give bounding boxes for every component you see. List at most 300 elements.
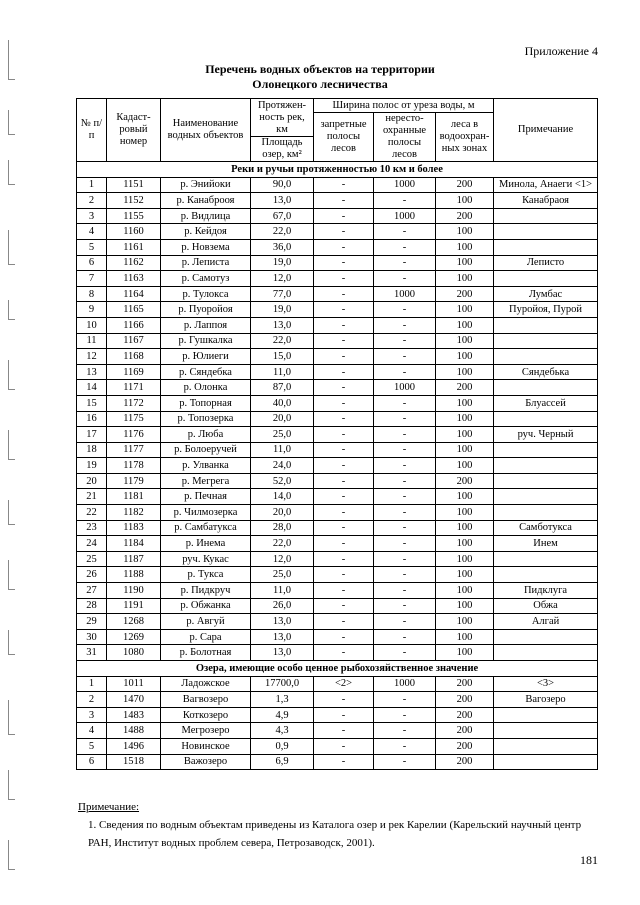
cell-num: 22	[77, 505, 107, 521]
table-row	[77, 505, 598, 521]
notes-block	[78, 798, 598, 852]
cell-note	[494, 271, 598, 287]
header-name: Наименование водных объектов	[161, 99, 251, 162]
cell-cadastral: 1152	[107, 193, 161, 209]
cell-name: р. Обжанка	[161, 598, 251, 614]
header-spawning: нересто-охранные полосы лесов	[374, 113, 436, 162]
cell-prohibited: -	[314, 193, 374, 209]
cell-name: р. Топозерка	[161, 411, 251, 427]
cell-prohibited: -	[314, 738, 374, 754]
cell-spawning: -	[374, 442, 436, 458]
cell-length: 4,9	[251, 707, 314, 723]
cell-cadastral: 1179	[107, 473, 161, 489]
cell-name: р. Леписта	[161, 255, 251, 271]
cell-num: 23	[77, 520, 107, 536]
cell-num: 1	[77, 676, 107, 692]
cell-spawning: -	[374, 395, 436, 411]
cell-num: 3	[77, 208, 107, 224]
cell-cadastral: 1175	[107, 411, 161, 427]
cell-length: 0,9	[251, 738, 314, 754]
cell-num: 7	[77, 271, 107, 287]
cell-name: р. Юлиеги	[161, 349, 251, 365]
header-num: № п/п	[77, 99, 107, 162]
section-lakes-title: Озера, имеющие особо ценное рыбохозяйственное значение	[77, 661, 598, 677]
cell-water-zone: 200	[436, 754, 494, 770]
cell-cadastral: 1011	[107, 676, 161, 692]
cell-note	[494, 442, 598, 458]
cell-length: 13,0	[251, 317, 314, 333]
cell-note: Вагозеро	[494, 692, 598, 708]
table-row	[77, 364, 598, 380]
cell-cadastral: 1488	[107, 723, 161, 739]
table-row	[77, 551, 598, 567]
table-row	[77, 754, 598, 770]
cell-note	[494, 349, 598, 365]
cell-note	[494, 723, 598, 739]
cell-water-zone: 200	[436, 208, 494, 224]
cell-water-zone: 100	[436, 629, 494, 645]
cell-note	[494, 707, 598, 723]
cell-name: р. Самотуз	[161, 271, 251, 287]
cell-spawning: -	[374, 473, 436, 489]
note-item-1: 1. Сведения по водным объектам приведены из Каталога озер и рек Карелии (Карельский научный центр РАН, Институт водных проблем севера, Петрозаводск, 2001).	[88, 819, 582, 849]
table-row	[77, 458, 598, 474]
cell-num: 27	[77, 583, 107, 599]
cell-prohibited: -	[314, 395, 374, 411]
cell-length: 77,0	[251, 286, 314, 302]
cell-length: 11,0	[251, 583, 314, 599]
cell-length: 12,0	[251, 271, 314, 287]
cell-spawning: -	[374, 255, 436, 271]
cell-cadastral: 1177	[107, 442, 161, 458]
cell-length: 12,0	[251, 551, 314, 567]
cell-length: 4,3	[251, 723, 314, 739]
cell-name: Ладожское	[161, 676, 251, 692]
cell-water-zone: 100	[436, 442, 494, 458]
cell-num: 1	[77, 177, 107, 193]
cell-length: 11,0	[251, 442, 314, 458]
cell-water-zone: 100	[436, 239, 494, 255]
cell-cadastral: 1165	[107, 302, 161, 318]
cell-spawning: 1000	[374, 177, 436, 193]
cell-num: 2	[77, 193, 107, 209]
cell-prohibited: -	[314, 442, 374, 458]
cell-name: р. Олонка	[161, 380, 251, 396]
cell-num: 5	[77, 738, 107, 754]
cell-spawning: -	[374, 489, 436, 505]
cell-name: Новинское	[161, 738, 251, 754]
cell-prohibited: -	[314, 317, 374, 333]
cell-spawning: -	[374, 271, 436, 287]
cell-prohibited: -	[314, 177, 374, 193]
cell-name: р. Мегрега	[161, 473, 251, 489]
cell-water-zone: 200	[436, 473, 494, 489]
table-row	[77, 177, 598, 193]
cell-name: р. Чилмозерка	[161, 505, 251, 521]
cell-length: 36,0	[251, 239, 314, 255]
cell-spawning: 1000	[374, 208, 436, 224]
cell-note: Алгай	[494, 614, 598, 630]
cell-spawning: -	[374, 520, 436, 536]
cell-num: 12	[77, 349, 107, 365]
cell-prohibited: -	[314, 411, 374, 427]
cell-spawning: -	[374, 614, 436, 630]
cell-cadastral: 1169	[107, 364, 161, 380]
cell-cadastral: 1160	[107, 224, 161, 240]
cell-water-zone: 100	[436, 520, 494, 536]
cell-length: 19,0	[251, 302, 314, 318]
cell-cadastral: 1166	[107, 317, 161, 333]
cell-num: 14	[77, 380, 107, 396]
cell-cadastral: 1483	[107, 707, 161, 723]
cell-spawning: -	[374, 349, 436, 365]
cell-num: 26	[77, 567, 107, 583]
cell-name: р. Энийоки	[161, 177, 251, 193]
section-rivers-title: Реки и ручьи протяженностью 10 км и более	[77, 162, 598, 178]
cell-spawning: -	[374, 645, 436, 661]
header-length: Протяжен-ность рек, км	[251, 99, 314, 137]
table-row	[77, 349, 598, 365]
cell-length: 19,0	[251, 255, 314, 271]
table-row	[77, 614, 598, 630]
cell-spawning: 1000	[374, 286, 436, 302]
cell-name: р. Улванка	[161, 458, 251, 474]
cell-cadastral: 1171	[107, 380, 161, 396]
cell-prohibited: -	[314, 364, 374, 380]
cell-name: Коткозеро	[161, 707, 251, 723]
cell-note	[494, 458, 598, 474]
cell-water-zone: 100	[436, 224, 494, 240]
cell-length: 14,0	[251, 489, 314, 505]
cell-spawning: -	[374, 364, 436, 380]
cell-note	[494, 317, 598, 333]
cell-cadastral: 1184	[107, 536, 161, 552]
cell-name: р. Болотная	[161, 645, 251, 661]
table-row	[77, 473, 598, 489]
cell-water-zone: 100	[436, 505, 494, 521]
cell-cadastral: 1164	[107, 286, 161, 302]
cell-note: Лумбас	[494, 286, 598, 302]
cell-water-zone: 200	[436, 286, 494, 302]
cell-name: р. Пидкруч	[161, 583, 251, 599]
cell-note	[494, 411, 598, 427]
cell-prohibited: -	[314, 614, 374, 630]
cell-water-zone: 100	[436, 271, 494, 287]
cell-num: 3	[77, 707, 107, 723]
cell-water-zone: 200	[436, 177, 494, 193]
cell-length: 24,0	[251, 458, 314, 474]
header-note: Примечание	[494, 99, 598, 162]
cell-note	[494, 645, 598, 661]
cell-length: 25,0	[251, 567, 314, 583]
cell-cadastral: 1151	[107, 177, 161, 193]
table-row	[77, 520, 598, 536]
cell-spawning: -	[374, 629, 436, 645]
table-row	[77, 598, 598, 614]
header-width-group: Ширина полос от уреза воды, м	[314, 99, 494, 113]
cell-water-zone: 100	[436, 193, 494, 209]
section-rivers-row	[77, 162, 598, 178]
cell-name: Вагвозеро	[161, 692, 251, 708]
cell-water-zone: 100	[436, 536, 494, 552]
cell-prohibited: -	[314, 224, 374, 240]
cell-name: р. Лаппоя	[161, 317, 251, 333]
cell-prohibited: -	[314, 427, 374, 443]
cell-name: р. Новзема	[161, 239, 251, 255]
table-body	[77, 162, 598, 770]
cell-prohibited: -	[314, 629, 374, 645]
cell-prohibited: -	[314, 707, 374, 723]
cell-length: 22,0	[251, 536, 314, 552]
cell-cadastral: 1176	[107, 427, 161, 443]
cell-prohibited: -	[314, 551, 374, 567]
table-row	[77, 317, 598, 333]
cell-name: Важозеро	[161, 754, 251, 770]
cell-num: 10	[77, 317, 107, 333]
cell-note: <3>	[494, 676, 598, 692]
cell-spawning: -	[374, 754, 436, 770]
cell-name: р. Болоеручей	[161, 442, 251, 458]
cell-spawning: 1000	[374, 380, 436, 396]
cell-name: р. Канаброоя	[161, 193, 251, 209]
cell-length: 90,0	[251, 177, 314, 193]
cell-name: р. Тукса	[161, 567, 251, 583]
cell-name: р. Тулокса	[161, 286, 251, 302]
title-line-2: Олонецкого лесничества	[252, 77, 388, 91]
cell-spawning: -	[374, 707, 436, 723]
cell-name: р. Сара	[161, 629, 251, 645]
cell-water-zone: 100	[436, 302, 494, 318]
cell-note	[494, 754, 598, 770]
section-lakes-row	[77, 661, 598, 677]
cell-cadastral: 1168	[107, 349, 161, 365]
cell-name: р. Видлица	[161, 208, 251, 224]
cell-prohibited: -	[314, 505, 374, 521]
cell-prohibited: -	[314, 754, 374, 770]
table-row	[77, 442, 598, 458]
cell-note: Пидклуга	[494, 583, 598, 599]
cell-cadastral: 1172	[107, 395, 161, 411]
cell-water-zone: 200	[436, 738, 494, 754]
table-row	[77, 411, 598, 427]
cell-cadastral: 1187	[107, 551, 161, 567]
cell-note	[494, 738, 598, 754]
cell-note: Обжа	[494, 598, 598, 614]
cell-note	[494, 473, 598, 489]
cell-length: 22,0	[251, 224, 314, 240]
cell-length: 13,0	[251, 629, 314, 645]
cell-water-zone: 200	[436, 723, 494, 739]
cell-num: 30	[77, 629, 107, 645]
cell-water-zone: 100	[436, 349, 494, 365]
cell-num: 16	[77, 411, 107, 427]
table-row	[77, 271, 598, 287]
cell-water-zone: 100	[436, 614, 494, 630]
cell-length: 40,0	[251, 395, 314, 411]
cell-prohibited: -	[314, 598, 374, 614]
cell-length: 13,0	[251, 193, 314, 209]
cell-water-zone: 100	[436, 598, 494, 614]
cell-prohibited: <2>	[314, 676, 374, 692]
cell-note: руч. Черный	[494, 427, 598, 443]
header-prohibited: запретные полосы лесов	[314, 113, 374, 162]
table-row	[77, 395, 598, 411]
cell-length: 22,0	[251, 333, 314, 349]
cell-spawning: -	[374, 505, 436, 521]
table-row	[77, 567, 598, 583]
cell-length: 1,3	[251, 692, 314, 708]
cell-num: 21	[77, 489, 107, 505]
table-row	[77, 583, 598, 599]
cell-water-zone: 100	[436, 583, 494, 599]
cell-num: 4	[77, 723, 107, 739]
cell-spawning: -	[374, 239, 436, 255]
cell-num: 28	[77, 598, 107, 614]
cell-spawning: -	[374, 224, 436, 240]
table-row	[77, 536, 598, 552]
cell-note	[494, 224, 598, 240]
cell-note	[494, 489, 598, 505]
cell-num: 17	[77, 427, 107, 443]
cell-note: Пуройоя, Пурой	[494, 302, 598, 318]
cell-water-zone: 100	[436, 317, 494, 333]
cell-note: Инем	[494, 536, 598, 552]
cell-prohibited: -	[314, 380, 374, 396]
cell-water-zone: 100	[436, 427, 494, 443]
cell-cadastral: 1155	[107, 208, 161, 224]
cell-num: 31	[77, 645, 107, 661]
cell-note	[494, 380, 598, 396]
cell-name: р. Пуоройоя	[161, 302, 251, 318]
cell-spawning: -	[374, 411, 436, 427]
cell-name: руч. Кукас	[161, 551, 251, 567]
table-row	[77, 380, 598, 396]
cell-cadastral: 1470	[107, 692, 161, 708]
cell-prohibited: -	[314, 271, 374, 287]
cell-note	[494, 567, 598, 583]
cell-prohibited: -	[314, 567, 374, 583]
cell-note: Минола, Анаеги <1>	[494, 177, 598, 193]
cell-cadastral: 1496	[107, 738, 161, 754]
cell-cadastral: 1178	[107, 458, 161, 474]
table-row	[77, 427, 598, 443]
cell-num: 9	[77, 302, 107, 318]
cell-spawning: -	[374, 738, 436, 754]
cell-spawning: 1000	[374, 676, 436, 692]
table-row	[77, 645, 598, 661]
cell-prohibited: -	[314, 286, 374, 302]
cell-prohibited: -	[314, 208, 374, 224]
cell-note: Сяндебька	[494, 364, 598, 380]
cell-name: р. Авгуй	[161, 614, 251, 630]
cell-prohibited: -	[314, 239, 374, 255]
title-line-1: Перечень водных объектов на территории	[205, 62, 435, 76]
cell-water-zone: 100	[436, 411, 494, 427]
cell-prohibited: -	[314, 255, 374, 271]
table-row	[77, 255, 598, 271]
cell-note	[494, 208, 598, 224]
cell-spawning: -	[374, 317, 436, 333]
cell-length: 13,0	[251, 645, 314, 661]
cell-length: 13,0	[251, 614, 314, 630]
cell-spawning: -	[374, 692, 436, 708]
cell-cadastral: 1080	[107, 645, 161, 661]
cell-water-zone: 100	[436, 551, 494, 567]
cell-spawning: -	[374, 551, 436, 567]
cell-length: 26,0	[251, 598, 314, 614]
scan-margin-marks	[6, 0, 20, 905]
cell-note: Леписто	[494, 255, 598, 271]
cell-spawning: -	[374, 567, 436, 583]
cell-cadastral: 1167	[107, 333, 161, 349]
table-row	[77, 193, 598, 209]
table-row	[77, 286, 598, 302]
table-row	[77, 333, 598, 349]
cell-cadastral: 1181	[107, 489, 161, 505]
document-title	[0, 62, 640, 92]
cell-num: 11	[77, 333, 107, 349]
cell-prohibited: -	[314, 473, 374, 489]
cell-water-zone: 100	[436, 364, 494, 380]
cell-spawning: -	[374, 598, 436, 614]
cell-cadastral: 1518	[107, 754, 161, 770]
cell-cadastral: 1190	[107, 583, 161, 599]
cell-num: 13	[77, 364, 107, 380]
table-row	[77, 489, 598, 505]
cell-note: Самботукса	[494, 520, 598, 536]
cell-length: 20,0	[251, 505, 314, 521]
cell-note: Блуассей	[494, 395, 598, 411]
cell-cadastral: 1182	[107, 505, 161, 521]
header-area: Площадь озер, км²	[251, 137, 314, 162]
cell-num: 5	[77, 239, 107, 255]
cell-prohibited: -	[314, 645, 374, 661]
cell-cadastral: 1191	[107, 598, 161, 614]
cell-spawning: -	[374, 458, 436, 474]
table-row	[77, 707, 598, 723]
cell-water-zone: 200	[436, 676, 494, 692]
header-cadastral: Кадаст-ровый номер	[107, 99, 161, 162]
cell-length: 52,0	[251, 473, 314, 489]
cell-name: р. Инема	[161, 536, 251, 552]
cell-name: р. Кейдоя	[161, 224, 251, 240]
cell-cadastral: 1163	[107, 271, 161, 287]
table-row	[77, 738, 598, 754]
cell-length: 20,0	[251, 411, 314, 427]
cell-prohibited: -	[314, 333, 374, 349]
cell-num: 20	[77, 473, 107, 489]
cell-note	[494, 505, 598, 521]
cell-water-zone: 200	[436, 707, 494, 723]
cell-length: 87,0	[251, 380, 314, 396]
cell-num: 19	[77, 458, 107, 474]
cell-name: р. Люба	[161, 427, 251, 443]
table-row	[77, 302, 598, 318]
cell-prohibited: -	[314, 349, 374, 365]
table-row	[77, 208, 598, 224]
table-row	[77, 723, 598, 739]
cell-water-zone: 100	[436, 255, 494, 271]
cell-note	[494, 333, 598, 349]
cell-cadastral: 1183	[107, 520, 161, 536]
cell-note	[494, 551, 598, 567]
cell-num: 24	[77, 536, 107, 552]
cell-length: 25,0	[251, 427, 314, 443]
cell-num: 25	[77, 551, 107, 567]
cell-water-zone: 100	[436, 333, 494, 349]
cell-num: 4	[77, 224, 107, 240]
cell-cadastral: 1188	[107, 567, 161, 583]
